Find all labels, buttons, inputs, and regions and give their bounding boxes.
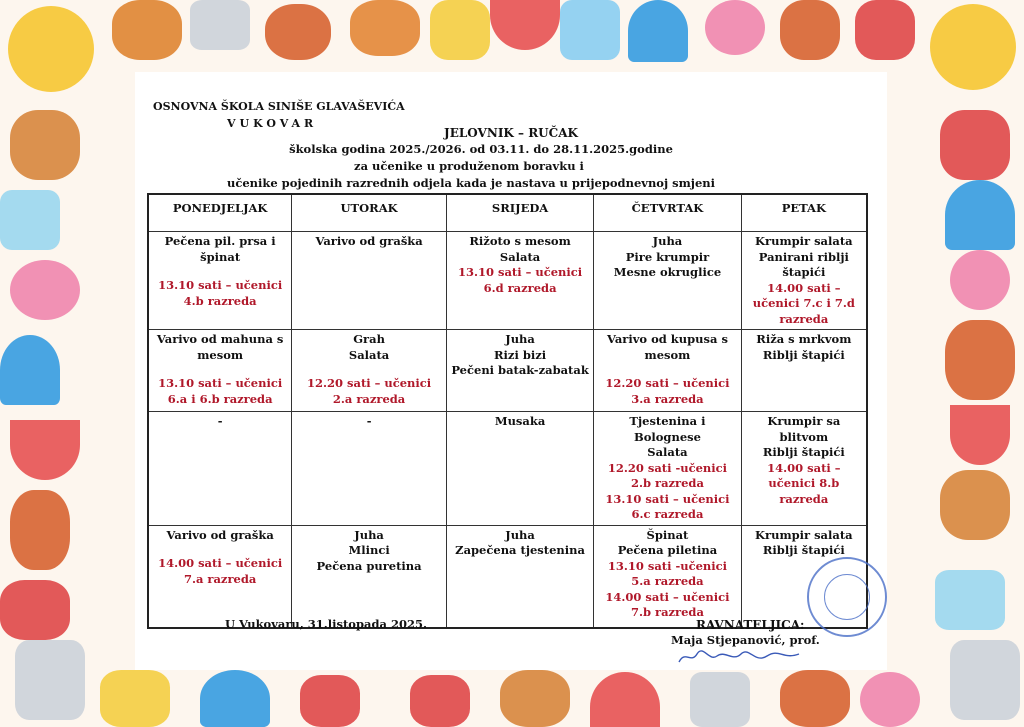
menu-cell [446,232,593,330]
hotdog-icon [10,490,70,570]
menu-cell [741,330,867,412]
spacer [153,265,287,278]
menu-cell [594,412,741,526]
principal-role: RAVNATELJICA: [696,618,805,632]
menu-cell [741,232,867,330]
menu-cell [292,525,447,628]
hotdog-icon [945,320,1015,400]
dish-name: Juha [652,234,683,248]
watermelon-icon [590,672,660,727]
menu-cell [594,232,741,330]
day-header-monday: PONEDJELJAK [148,194,292,232]
dish-name: Pečena puretina [316,558,422,573]
cutlery-icon [15,640,85,720]
dish-name: Pečena piletina [617,543,718,557]
school-name: OSNOVNA ŠKOLA SINIŠE GLAVAŠEVIĆA [153,100,405,113]
menu-cell [446,330,593,412]
menu-cell [292,330,447,412]
class-schedule-note: 13.10 sati – učenici 6.c razreda [605,491,730,521]
day-header-thursday: ČETVRTAK [594,194,741,232]
menu-cell [594,525,741,628]
class-schedule-note: 12.20 sati -učenici 2.b razreda [607,460,728,490]
popcorn-icon [430,0,490,60]
dish-name: Varivo od graška [166,527,274,542]
menu-cell [148,412,292,526]
sun-icon [8,6,94,92]
week-row [148,330,867,412]
menu-cell [594,330,741,412]
cherry-icon [410,675,470,727]
spacer [153,543,287,556]
day-header-row [148,194,867,232]
spacer [598,363,736,376]
place-date: U Vukovaru, 31.listopada 2025. [225,617,427,631]
bowl-icon [200,670,270,727]
burger-icon [500,670,570,727]
menu-cell [148,330,292,412]
ice-cream-icon [705,0,765,55]
school-city: VUKOVAR [227,117,318,130]
dish-name: Salata [499,249,541,264]
dish-name: Juha [505,332,535,346]
strawberry-icon [855,0,915,60]
menu-cell [292,232,447,330]
watermelon-icon [10,420,80,480]
dish-name: Tjestenina i Bolognese [629,414,706,444]
day-header-friday: PETAK [741,194,867,232]
week-row [148,525,867,628]
dish-name: - [217,414,223,428]
dish-name: Grah [353,332,385,346]
dish-name: Pečeni batak-zabatak [451,363,589,377]
class-schedule-note: 13.10 sati – učenici 4.b razreda [158,278,283,308]
menu-cell [446,525,593,628]
drink-icon [935,570,1005,630]
drink-icon [560,0,620,60]
strawberry-icon [300,675,360,727]
menu-cell [446,412,593,526]
strawberry-icon [0,580,70,640]
dish-name: Zapečena tjestenina [455,543,585,557]
menu-cell [148,232,292,330]
hotdog-icon [780,0,840,60]
dish-name: Varivo od graška [315,234,423,248]
dish-name: Juha [505,527,535,542]
menu-cell [292,412,447,526]
dish-name: Riža s mrkvom [756,332,852,346]
class-schedule-note: 14.00 sati – učenici 7.a razreda [158,556,283,586]
dish-name: Riblji štapići [762,445,845,459]
dish-name: Musaka [494,414,546,428]
cutlery-icon [190,0,250,50]
class-schedule-note: 13.10 sati – učenici 6.d razreda [457,265,583,295]
dish-name: Riblji štapići [762,543,845,557]
dish-name: Varivo od mahuna s mesom [156,332,284,362]
dish-name: Mlinci [348,543,390,557]
dish-name: Riblji štapići [762,347,845,362]
school-year-period: školska godina 2025./2026. od 03.11. do 28.11.2025.godine [289,142,673,156]
ice-cream-icon [860,672,920,727]
dish-name: Panirani riblji štapići [758,249,849,279]
principal-name: Maja Stjepanović, prof. [671,633,820,647]
menu-table [147,193,868,629]
strawberry-icon [940,110,1010,180]
hotdog-icon [780,670,850,727]
dish-name: Krumpir salata [755,234,853,248]
class-schedule-note: 14.00 sati – učenici 7.c i 7.d razreda [752,280,855,326]
dish-name: Mesne okruglice [613,265,722,279]
dish-name: Krumpir sa blitvom [767,414,841,444]
bowl-icon [945,180,1015,250]
dish-name: Rizi bizi [494,347,547,362]
watermelon-icon [490,0,560,50]
handwritten-signature [675,648,803,666]
hotdog-icon [265,4,331,60]
class-schedule-note: 13.10 sati -učenici 5.a razreda [607,558,728,588]
drink-icon [0,190,60,250]
spacer [153,363,287,376]
class-schedule-note: 12.20 sati – učenici 2.a razreda [307,376,432,406]
burger-icon [10,110,80,180]
class-schedule-note: 14.00 sati – učenici 7.b razreda [605,589,730,619]
popcorn-icon [100,670,170,727]
burger-icon [350,0,420,56]
spacer [296,363,442,376]
dish-name: Špinat [646,527,689,542]
class-schedule-note: 13.10 sati – učenici 6.a i 6.b razreda [158,376,283,406]
audience-line-1: za učenike u produženom boravku i [354,159,584,173]
dish-name: Juha [354,527,384,542]
cutlery-icon [950,640,1020,720]
audience-line-2: učenike pojedinih razrednih odjela kada je nastava u prijepodnevnoj smjeni [226,176,715,190]
dish-name: Pečena pil. prsa i špinat [164,234,276,264]
class-schedule-note: 12.20 sati – učenici 3.a razreda [605,376,730,406]
menu-title: JELOVNIK – RUČAK [444,126,578,140]
watermelon-icon [950,405,1010,465]
ice-cream-icon [950,250,1010,310]
dish-name: - [366,414,372,428]
class-schedule-note: 14.00 sati – učenici 8.b razreda [767,460,841,506]
week-row [148,412,867,526]
menu-cell [148,525,292,628]
week-row [148,232,867,330]
dish-name: Pire krumpir [625,249,710,264]
bowl-icon [628,0,688,62]
school-stamp [807,557,887,637]
cutlery-icon [690,672,750,727]
dish-name: Salata [647,445,688,459]
ice-cream-icon [10,260,80,320]
day-header-tuesday: UTORAK [292,194,447,232]
dish-name: Krumpir salata [755,527,853,542]
burger-icon [940,470,1010,540]
burger-icon [112,0,182,60]
bowl-icon [0,335,60,405]
menu-sheet [135,72,887,670]
dish-name: Varivo od kupusa s mesom [606,332,728,362]
sun-icon [930,4,1016,90]
menu-cell [741,412,867,526]
dish-name: Salata [348,347,390,362]
day-header-wednesday: SRIJEDA [446,194,593,232]
dish-name: Rižoto s mesom [469,234,571,248]
